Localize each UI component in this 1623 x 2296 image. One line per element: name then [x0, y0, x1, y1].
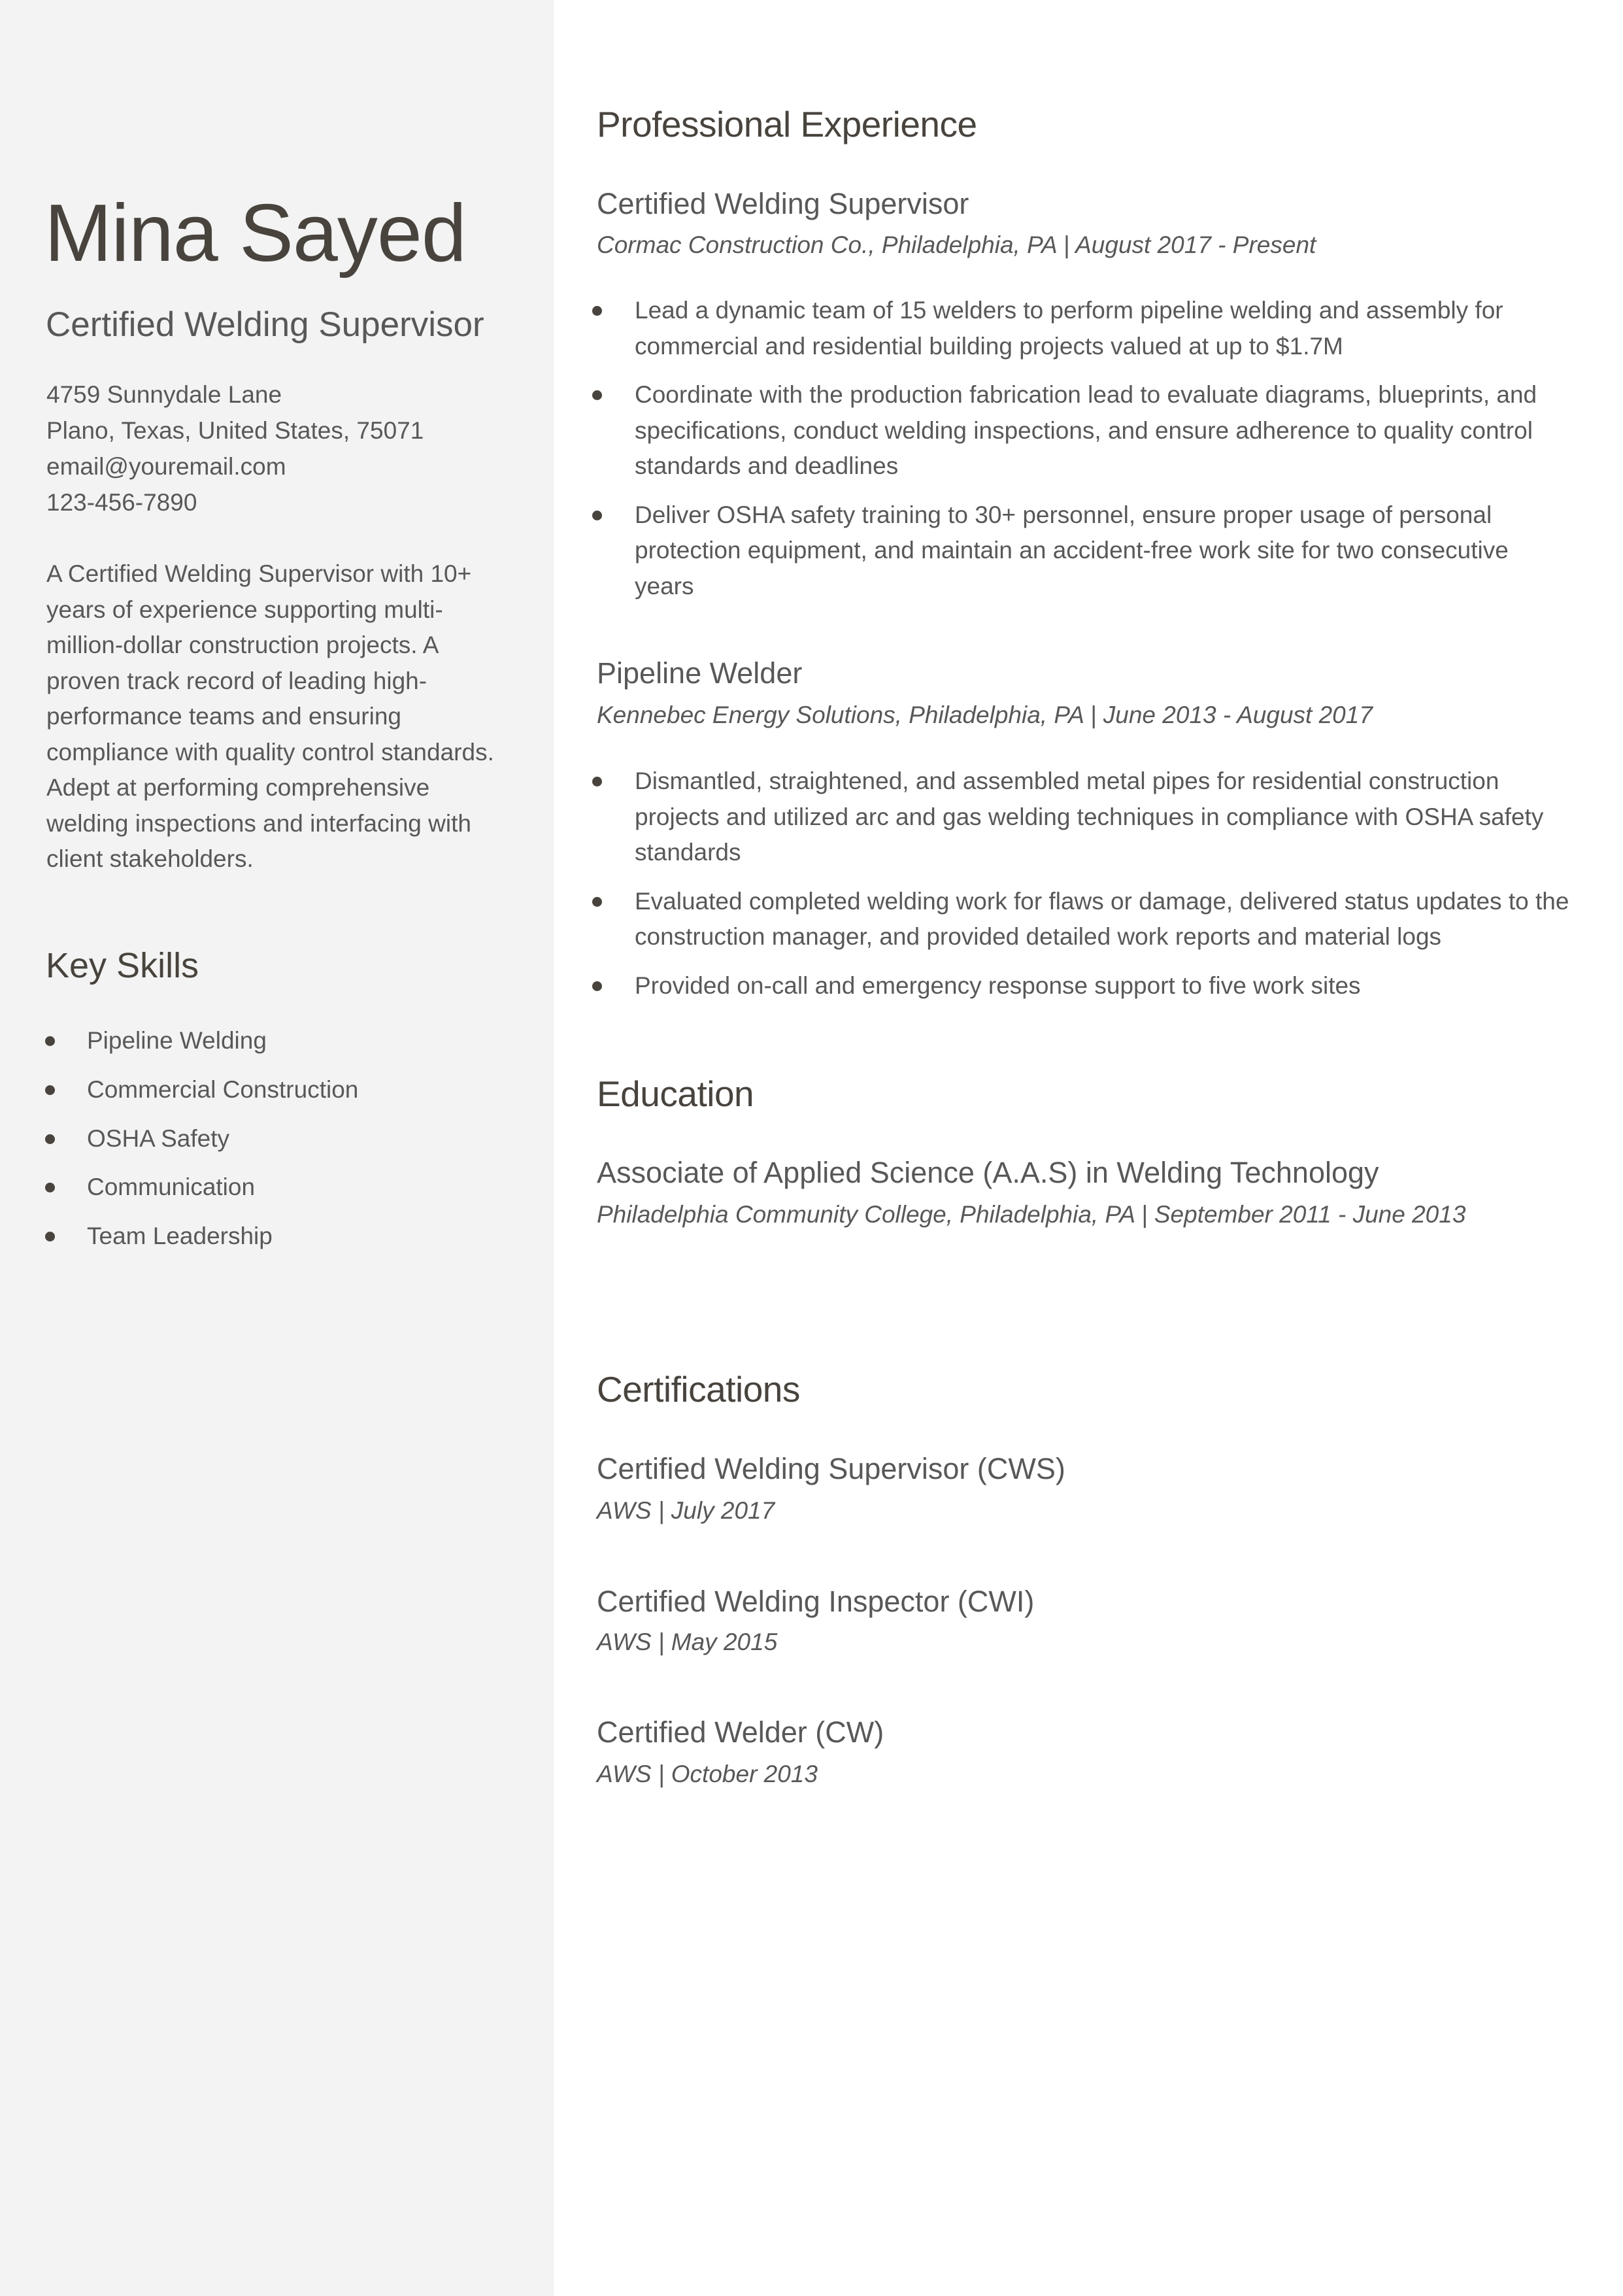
- address-line-2: Plano, Texas, United States, 75071: [46, 417, 424, 444]
- bullet-icon: [45, 1183, 55, 1192]
- job-title: Certified Welding Supervisor: [597, 187, 969, 220]
- phone: 123-456-7890: [46, 489, 197, 516]
- bullet-icon: [592, 390, 602, 400]
- bullet-icon: [45, 1134, 55, 1144]
- skill-label: Team Leadership: [87, 1223, 273, 1250]
- skill-label: OSHA Safety: [87, 1124, 229, 1152]
- bullet-icon: [592, 306, 602, 316]
- school-meta: Philadelphia Community College, Philadelphia, PA | September 2011 - June 2013: [597, 1201, 1466, 1228]
- bullet-icon: [592, 981, 602, 991]
- job-meta: Kennebec Energy Solutions, Philadelphia, PA | June 2013 - August 2017: [597, 701, 1373, 728]
- job-meta: Cormac Construction Co., Philadelphia, PA | August 2017 - Present: [597, 231, 1316, 258]
- bullet-text: Evaluated completed welding work for flaws or damage, delivered status updates to the construction manager, and provided detailed work reports and material logs: [635, 887, 1569, 950]
- sidebar: [0, 0, 554, 2296]
- bullet-icon: [592, 777, 602, 786]
- bullet-text: Provided on-call and emergency response support to five work sites: [635, 971, 1361, 999]
- bullet-text: Coordinate with the production fabrication lead to evaluate diagrams, blueprints, and specifications, conduct welding inspections, and ensure adherence to quality control standards and deadlines: [635, 381, 1537, 479]
- bullet-text: Dismantled, straightened, and assembled metal pipes for residential construction projects and utilized arc and gas welding techniques in compliance with OSHA safety standards: [635, 768, 1544, 866]
- skills-heading: Key Skills: [46, 946, 199, 985]
- job-bullets: [554, 764, 1573, 1017]
- experience-heading: Professional Experience: [597, 104, 977, 144]
- degree-title: Associate of Applied Science (A.A.S) in Welding Technology: [597, 1156, 1379, 1189]
- certifications-heading: Certifications: [597, 1369, 800, 1410]
- skill-item: [0, 1163, 358, 1212]
- bullet-icon: [592, 511, 602, 520]
- bullet-icon: [592, 897, 602, 907]
- contact-info: [46, 377, 424, 520]
- skill-label: Pipeline Welding: [87, 1027, 267, 1054]
- job-bullet: [554, 764, 1573, 871]
- job-bullet: [554, 498, 1573, 605]
- job-bullets: [554, 293, 1573, 617]
- certification-title: Certified Welding Inspector (CWI): [597, 1585, 1035, 1618]
- candidate-name: Mina Sayed: [44, 188, 466, 279]
- certification-title: Certified Welding Supervisor (CWS): [597, 1452, 1065, 1485]
- job-bullet: [554, 377, 1573, 484]
- skill-item: [0, 1212, 358, 1261]
- skill-label: Communication: [87, 1173, 256, 1201]
- job-bullet: [554, 968, 1573, 1004]
- bullet-text: Lead a dynamic team of 15 welders to perform pipeline welding and assembly for commercial and residential building projects valued at up to $1.7M: [635, 297, 1503, 360]
- job-bullet: [554, 293, 1573, 364]
- job-title: Pipeline Welder: [597, 656, 803, 690]
- email[interactable]: email@youremail.com: [46, 453, 286, 480]
- bullet-icon: [45, 1036, 55, 1046]
- skill-item: [0, 1115, 358, 1164]
- job-bullet: [554, 884, 1573, 955]
- certification-title: Certified Welder (CW): [597, 1715, 884, 1749]
- certification-meta: AWS | July 2017: [597, 1497, 775, 1524]
- certification-meta: AWS | May 2015: [597, 1629, 778, 1655]
- skill-item: [0, 1017, 358, 1066]
- bullet-text: Deliver OSHA safety training to 30+ personnel, ensure proper usage of personal protection equipment, and maintain an accident-free work site for two consecutive years: [635, 501, 1509, 599]
- bullet-icon: [45, 1085, 55, 1095]
- main-content: [554, 0, 1623, 2296]
- bullet-icon: [45, 1232, 55, 1241]
- education-heading: Education: [597, 1073, 754, 1114]
- skill-label: Commercial Construction: [87, 1075, 359, 1103]
- skill-item: [0, 1066, 358, 1115]
- certification-meta: AWS | October 2013: [597, 1761, 818, 1787]
- candidate-title: Certified Welding Supervisor: [46, 305, 484, 344]
- address-line-1: 4759 Sunnydale Lane: [46, 381, 282, 408]
- skills-list: [0, 1017, 358, 1261]
- professional-summary: A Certified Welding Supervisor with 10+ years of experience supporting multi-million-dollar construction projects. A proven track record of leading high-performance teams and ensuring compliance with quality control standards. Adept at performing comprehensive welding inspections and interfacing with client stakeholders.: [46, 560, 494, 872]
